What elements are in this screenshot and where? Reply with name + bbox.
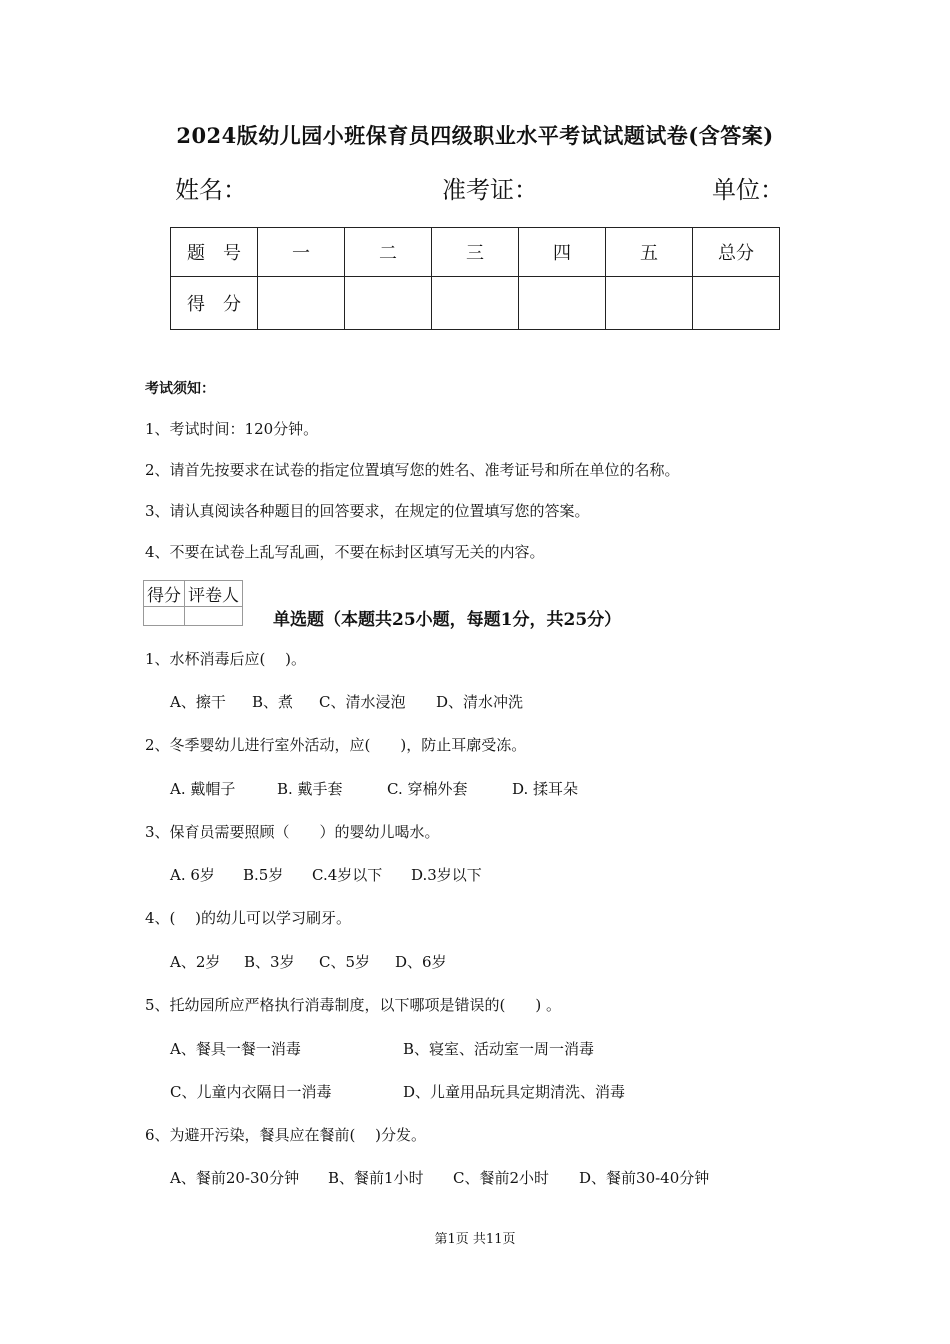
question-stem: 3、保育员需要照顾（ ）的婴幼儿喝水。 [145, 823, 440, 841]
question-option: B.5岁 [243, 866, 284, 884]
question-option: A、2岁 [170, 953, 221, 971]
score-table-header-cell: 四 [519, 228, 606, 277]
exam-id-field-label: 准考证： [442, 176, 538, 204]
question-option: C、餐前2小时 [453, 1169, 550, 1187]
page-title: 2024版幼儿园小班保育员四级职业水平考试试题试卷(含答案) [176, 123, 774, 148]
notice-item: 4、不要在试卷上乱写乱画，不要在标封区填写无关的内容。 [145, 543, 545, 561]
question-option: D、清水冲洗 [436, 693, 524, 711]
notice-item: 1、考试时间：120分钟。 [145, 420, 319, 438]
question-option: D、儿童用品玩具定期清洗、消毒 [403, 1083, 626, 1101]
score-cell[interactable] [606, 277, 693, 330]
question-option: A. 戴帽子 [170, 780, 236, 798]
score-cell[interactable] [432, 277, 519, 330]
question-stem: 2、冬季婴幼儿进行室外活动，应( )，防止耳廓受冻。 [145, 736, 527, 754]
question-option: D、6岁 [395, 953, 447, 971]
question-stem: 6、为避开污染，餐具应在餐前( )分发。 [145, 1126, 427, 1144]
score-table-header-cell: 三 [432, 228, 519, 277]
score-cell[interactable] [693, 277, 780, 330]
question-option: B、3岁 [244, 953, 295, 971]
grader-box [143, 580, 243, 626]
question-option: B. 戴手套 [277, 780, 343, 798]
grader-box-score-cell[interactable] [144, 607, 185, 626]
unit-field-label: 单位： [712, 176, 784, 204]
question-stem: 1、水杯消毒后应( )。 [145, 650, 307, 668]
page-footer: 第1页 共11页 [434, 1232, 516, 1247]
question-option: D.3岁以下 [411, 866, 482, 884]
question-option: C. 穿棉外套 [387, 780, 468, 798]
score-cell[interactable] [258, 277, 345, 330]
question-option: C.4岁以下 [312, 866, 383, 884]
question-option: B、餐前1小时 [328, 1169, 424, 1187]
notice-item: 3、请认真阅读各种题目的回答要求，在规定的位置填写您的答案。 [145, 502, 590, 520]
score-table-header-cell: 二 [345, 228, 432, 277]
question-option: C、5岁 [319, 953, 371, 971]
question-option: A、擦干 [170, 693, 226, 711]
score-table [170, 227, 780, 330]
score-cell[interactable] [345, 277, 432, 330]
question-option: B、寝室、活动室一周一消毒 [403, 1040, 595, 1058]
score-table-score-row [171, 277, 780, 330]
score-cell[interactable] [519, 277, 606, 330]
grader-box-score-label: 得分 [144, 581, 185, 607]
question-option: A、餐前20-30分钟 [170, 1169, 300, 1187]
score-table-header-cell: 五 [606, 228, 693, 277]
score-table-header-row [171, 228, 780, 277]
score-table-header-cell: 题 号 [171, 228, 258, 277]
question-stem: 4、( )的幼儿可以学习刷牙。 [145, 909, 352, 927]
question-option: D. 揉耳朵 [512, 780, 579, 798]
question-option: B、煮 [252, 693, 294, 711]
notice-heading: 考试须知： [145, 381, 215, 397]
question-option: D、餐前30-40分钟 [579, 1169, 710, 1187]
section-title: 单选题（本题共25小题，每题1分，共25分） [273, 610, 622, 630]
notice-item: 2、请首先按要求在试卷的指定位置填写您的姓名、准考证号和所在单位的名称。 [145, 461, 680, 479]
score-row-label: 得 分 [171, 277, 258, 330]
grader-box-grader-cell[interactable] [185, 607, 243, 626]
question-option: A. 6岁 [170, 866, 215, 884]
question-option: A、餐具一餐一消毒 [170, 1040, 301, 1058]
question-stem: 5、托幼园所应严格执行消毒制度，以下哪项是错误的( ) 。 [145, 996, 562, 1014]
question-option: C、清水浸泡 [319, 693, 406, 711]
question-option: C、儿童内衣隔日一消毒 [170, 1083, 332, 1101]
grader-box-grader-label: 评卷人 [185, 581, 243, 607]
score-table-header-cell: 总分 [693, 228, 780, 277]
score-table-header-cell: 一 [258, 228, 345, 277]
name-field-label: 姓名： [175, 176, 247, 204]
